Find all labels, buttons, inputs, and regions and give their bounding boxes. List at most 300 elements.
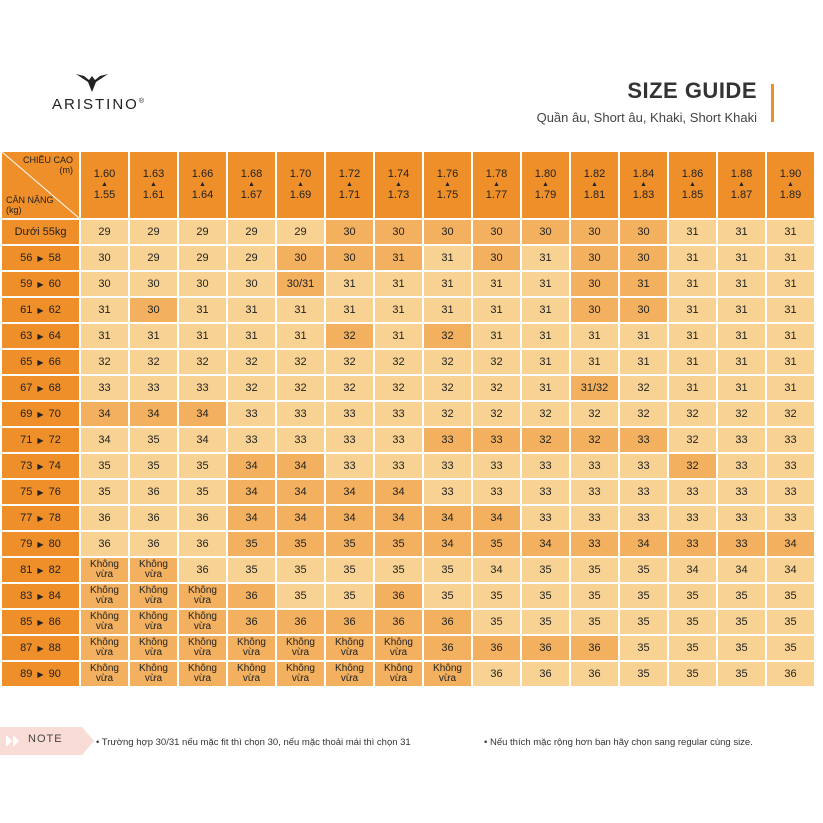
table-row bbox=[2, 610, 814, 634]
size-cell: 32 bbox=[669, 402, 716, 426]
size-cell: 31 bbox=[620, 272, 667, 296]
up-triangle-icon: ▲ bbox=[787, 181, 794, 188]
size-cell: 29 bbox=[277, 220, 324, 244]
height-unit: (m) bbox=[59, 165, 73, 175]
size-cell: 34 bbox=[424, 506, 471, 530]
height-column-header bbox=[277, 152, 324, 218]
weight-from: 73 bbox=[20, 460, 33, 472]
size-cell: 33 bbox=[571, 480, 618, 504]
size-cell: 36 bbox=[81, 532, 128, 556]
size-cell: 33 bbox=[522, 480, 569, 504]
up-triangle-icon: ▲ bbox=[101, 181, 108, 188]
arrow-right-icon: ▶ bbox=[37, 644, 44, 653]
size-cell: 35 bbox=[669, 610, 716, 634]
weight-row-header bbox=[2, 272, 79, 296]
size-cell: 35 bbox=[620, 610, 667, 634]
size-cell: 31 bbox=[718, 220, 765, 244]
arrow-right-icon: ▶ bbox=[37, 332, 44, 341]
size-cell: 31/32 bbox=[571, 376, 618, 400]
size-cell: 31 bbox=[718, 298, 765, 322]
size-cell: 32 bbox=[424, 324, 471, 348]
weight-to: 82 bbox=[48, 564, 61, 576]
size-table bbox=[0, 150, 816, 688]
size-cell: 31 bbox=[522, 298, 569, 322]
size-cell: 34 bbox=[669, 558, 716, 582]
size-cell: 33 bbox=[669, 480, 716, 504]
size-cell: Không vừa bbox=[228, 662, 275, 686]
size-cell: 36 bbox=[130, 480, 177, 504]
weight-header bbox=[6, 195, 54, 215]
height-min: 1.81 bbox=[583, 189, 606, 201]
size-cell: 35 bbox=[767, 636, 814, 660]
height-min: 1.61 bbox=[142, 189, 165, 201]
size-cell: 36 bbox=[375, 610, 422, 634]
height-min: 1.89 bbox=[779, 189, 802, 201]
size-cell: 32 bbox=[473, 402, 520, 426]
weight-to: 60 bbox=[48, 278, 61, 290]
size-cell: 32 bbox=[326, 376, 373, 400]
size-cell: Không vừa bbox=[81, 636, 128, 660]
weight-label: CÂN NẶNG bbox=[6, 195, 54, 205]
size-cell: 33 bbox=[375, 402, 422, 426]
size-cell: 30 bbox=[277, 246, 324, 270]
size-cell: 31 bbox=[522, 324, 569, 348]
size-cell: 33 bbox=[81, 376, 128, 400]
size-cell: 35 bbox=[718, 662, 765, 686]
size-cell: 33 bbox=[669, 532, 716, 556]
size-cell: 31 bbox=[81, 324, 128, 348]
size-cell: 35 bbox=[620, 662, 667, 686]
size-cell: Không vừa bbox=[130, 610, 177, 634]
arrow-right-icon: ▶ bbox=[37, 280, 44, 289]
size-cell: 35 bbox=[424, 558, 471, 582]
weight-row-header bbox=[2, 428, 79, 452]
size-cell: 32 bbox=[326, 324, 373, 348]
size-cell: 35 bbox=[620, 558, 667, 582]
size-cell: 30 bbox=[179, 272, 226, 296]
weight-row-header bbox=[2, 610, 79, 634]
size-cell: 34 bbox=[424, 532, 471, 556]
size-cell: 35 bbox=[669, 636, 716, 660]
height-column-header bbox=[228, 152, 275, 218]
size-cell: 31 bbox=[424, 298, 471, 322]
note-item-2: • Nếu thích mặc rộng hơn bạn hãy chọn sang regular cùng size. bbox=[484, 737, 753, 748]
size-cell: 34 bbox=[81, 428, 128, 452]
weight-row-header bbox=[2, 454, 79, 478]
size-cell: 30 bbox=[620, 220, 667, 244]
size-cell: 34 bbox=[277, 480, 324, 504]
height-min: 1.75 bbox=[436, 189, 459, 201]
height-min: 1.83 bbox=[632, 189, 655, 201]
size-cell: 35 bbox=[473, 532, 520, 556]
size-cell: 31 bbox=[473, 324, 520, 348]
size-cell: 34 bbox=[473, 558, 520, 582]
size-cell: 35 bbox=[81, 454, 128, 478]
arrow-right-icon: ▶ bbox=[37, 358, 44, 367]
arrow-right-icon: ▶ bbox=[37, 384, 44, 393]
size-cell: 35 bbox=[669, 662, 716, 686]
size-cell: 31 bbox=[620, 350, 667, 374]
size-cell: 30 bbox=[522, 220, 569, 244]
size-cell: 32 bbox=[375, 376, 422, 400]
size-cell: 31 bbox=[375, 246, 422, 270]
table-row bbox=[2, 662, 814, 686]
height-min: 1.69 bbox=[289, 189, 312, 201]
size-cell: 36 bbox=[228, 584, 275, 608]
arrow-right-icon: ▶ bbox=[37, 592, 44, 601]
table-row bbox=[2, 454, 814, 478]
size-cell: 32 bbox=[228, 376, 275, 400]
size-cell: 36 bbox=[375, 584, 422, 608]
table-row bbox=[2, 636, 814, 660]
size-cell: 31 bbox=[669, 324, 716, 348]
size-cell: 29 bbox=[179, 220, 226, 244]
size-cell: 31 bbox=[473, 298, 520, 322]
brand-logo bbox=[52, 72, 147, 113]
size-cell: 31 bbox=[718, 376, 765, 400]
arrow-right-icon: ▶ bbox=[37, 670, 44, 679]
size-cell: 34 bbox=[228, 480, 275, 504]
weight-from: 85 bbox=[20, 616, 33, 628]
size-cell: 30 bbox=[375, 220, 422, 244]
height-min: 1.64 bbox=[191, 189, 214, 201]
size-cell: 31 bbox=[228, 324, 275, 348]
height-label: CHIỀU CAO bbox=[22, 155, 73, 165]
title-accent-bar bbox=[771, 84, 774, 122]
size-cell: 33 bbox=[522, 506, 569, 530]
size-cell: 30 bbox=[571, 220, 618, 244]
size-cell: Không vừa bbox=[179, 584, 226, 608]
size-cell: 36 bbox=[571, 662, 618, 686]
size-cell: 33 bbox=[326, 402, 373, 426]
size-cell: 34 bbox=[522, 532, 569, 556]
weight-from: 69 bbox=[20, 408, 33, 420]
size-cell: 33 bbox=[620, 480, 667, 504]
weight-row-header bbox=[2, 376, 79, 400]
size-cell: 33 bbox=[522, 454, 569, 478]
size-cell: 34 bbox=[767, 532, 814, 556]
size-cell: 31 bbox=[767, 220, 814, 244]
height-max: 1.86 bbox=[681, 168, 704, 180]
up-triangle-icon: ▲ bbox=[738, 181, 745, 188]
size-cell: 35 bbox=[277, 584, 324, 608]
size-cell: 33 bbox=[718, 532, 765, 556]
height-max: 1.80 bbox=[534, 168, 557, 180]
size-cell: 33 bbox=[473, 428, 520, 452]
height-min: 1.79 bbox=[534, 189, 557, 201]
size-cell: 31 bbox=[375, 324, 422, 348]
up-triangle-icon: ▲ bbox=[591, 181, 598, 188]
weight-to: 90 bbox=[48, 668, 61, 680]
weight-row-header bbox=[2, 532, 79, 556]
size-cell: 32 bbox=[669, 454, 716, 478]
size-cell: 32 bbox=[571, 428, 618, 452]
weight-to: 80 bbox=[48, 538, 61, 550]
size-cell: 36 bbox=[473, 662, 520, 686]
size-cell: 35 bbox=[228, 558, 275, 582]
height-min: 1.55 bbox=[93, 189, 116, 201]
size-cell: 33 bbox=[571, 532, 618, 556]
weight-row-header bbox=[2, 558, 79, 582]
up-triangle-icon: ▲ bbox=[150, 181, 157, 188]
size-cell: 35 bbox=[522, 610, 569, 634]
size-cell: Không vừa bbox=[375, 636, 422, 660]
size-cell: 34 bbox=[81, 402, 128, 426]
size-cell: Không vừa bbox=[277, 662, 324, 686]
size-cell: 34 bbox=[375, 506, 422, 530]
size-cell: Không vừa bbox=[326, 636, 373, 660]
size-cell: Không vừa bbox=[130, 662, 177, 686]
size-cell: 31 bbox=[522, 376, 569, 400]
size-cell: 36 bbox=[130, 532, 177, 556]
height-min: 1.85 bbox=[681, 189, 704, 201]
size-cell: 33 bbox=[473, 480, 520, 504]
weight-to: 70 bbox=[48, 408, 61, 420]
size-cell: 35 bbox=[179, 454, 226, 478]
height-max: 1.60 bbox=[93, 168, 116, 180]
weight-row-header bbox=[2, 584, 79, 608]
size-cell: 31 bbox=[718, 246, 765, 270]
up-triangle-icon: ▲ bbox=[493, 181, 500, 188]
size-cell: 31 bbox=[473, 272, 520, 296]
size-cell: 33 bbox=[767, 428, 814, 452]
size-cell: 35 bbox=[669, 584, 716, 608]
size-cell: 31 bbox=[718, 350, 765, 374]
size-cell: 33 bbox=[767, 454, 814, 478]
size-cell: 34 bbox=[718, 558, 765, 582]
arrow-right-icon: ▶ bbox=[37, 462, 44, 471]
size-cell: Không vừa bbox=[375, 662, 422, 686]
size-cell: 33 bbox=[620, 454, 667, 478]
size-cell: 31 bbox=[277, 324, 324, 348]
weight-from: 79 bbox=[20, 538, 33, 550]
size-cell: Không vừa bbox=[81, 584, 128, 608]
up-triangle-icon: ▲ bbox=[199, 181, 206, 188]
arrow-right-icon: ▶ bbox=[37, 436, 44, 445]
weight-from: 75 bbox=[20, 486, 33, 498]
size-cell: 35 bbox=[228, 532, 275, 556]
up-triangle-icon: ▲ bbox=[444, 181, 451, 188]
size-cell: Không vừa bbox=[81, 610, 128, 634]
weight-row-header bbox=[2, 350, 79, 374]
size-cell: 34 bbox=[130, 402, 177, 426]
weight-to: 68 bbox=[48, 382, 61, 394]
size-cell: Không vừa bbox=[228, 636, 275, 660]
arrow-right-icon: ▶ bbox=[37, 618, 44, 627]
size-cell: 30 bbox=[130, 272, 177, 296]
size-cell: 33 bbox=[767, 480, 814, 504]
weight-to: 58 bbox=[48, 252, 61, 264]
size-cell: 31 bbox=[767, 272, 814, 296]
arrow-right-icon: ▶ bbox=[37, 410, 44, 419]
size-cell: 33 bbox=[620, 428, 667, 452]
size-cell: 31 bbox=[718, 272, 765, 296]
size-cell: 29 bbox=[228, 220, 275, 244]
size-cell: 30 bbox=[571, 246, 618, 270]
size-cell: 34 bbox=[179, 402, 226, 426]
height-max: 1.78 bbox=[485, 168, 508, 180]
size-cell: 31 bbox=[767, 246, 814, 270]
arrow-right-icon: ▶ bbox=[37, 306, 44, 315]
table-corner bbox=[2, 152, 79, 218]
weight-from: 59 bbox=[20, 278, 33, 290]
size-cell: 35 bbox=[571, 584, 618, 608]
size-cell: 35 bbox=[473, 610, 520, 634]
table-row bbox=[2, 376, 814, 400]
size-cell: 29 bbox=[130, 220, 177, 244]
size-cell: 31 bbox=[375, 272, 422, 296]
weight-row-header bbox=[2, 324, 79, 348]
height-column-header bbox=[620, 152, 667, 218]
header bbox=[537, 78, 757, 125]
height-column-header bbox=[473, 152, 520, 218]
size-cell: 32 bbox=[424, 376, 471, 400]
size-cell: 33 bbox=[620, 506, 667, 530]
weight-from: 71 bbox=[20, 434, 33, 446]
size-cell: 36 bbox=[326, 610, 373, 634]
size-cell: Không vừa bbox=[130, 584, 177, 608]
height-max: 1.82 bbox=[583, 168, 606, 180]
size-cell: 30 bbox=[473, 220, 520, 244]
size-cell: 34 bbox=[326, 480, 373, 504]
weight-row-header bbox=[2, 506, 79, 530]
arrow-right-icon: ▶ bbox=[37, 566, 44, 575]
size-cell: 31 bbox=[669, 246, 716, 270]
eagle-logo-icon bbox=[74, 72, 110, 94]
size-cell: 33 bbox=[424, 454, 471, 478]
height-min: 1.87 bbox=[730, 189, 753, 201]
size-cell: 34 bbox=[277, 506, 324, 530]
size-cell: 33 bbox=[571, 506, 618, 530]
size-cell: 34 bbox=[179, 428, 226, 452]
size-cell: 31 bbox=[767, 298, 814, 322]
size-cell: 32 bbox=[767, 402, 814, 426]
size-cell: 31 bbox=[718, 324, 765, 348]
header-row bbox=[2, 152, 814, 218]
height-max: 1.90 bbox=[779, 168, 802, 180]
size-cell: 35 bbox=[326, 532, 373, 556]
size-cell: 31 bbox=[767, 350, 814, 374]
size-cell: 33 bbox=[326, 454, 373, 478]
size-cell: 32 bbox=[669, 428, 716, 452]
brand-name: ARISTINO® bbox=[52, 96, 147, 113]
weight-row-header bbox=[2, 662, 79, 686]
height-min: 1.77 bbox=[485, 189, 508, 201]
height-max: 1.70 bbox=[289, 168, 312, 180]
size-cell: 32 bbox=[473, 350, 520, 374]
size-cell: 35 bbox=[571, 558, 618, 582]
size-cell: 31 bbox=[669, 272, 716, 296]
height-column-header bbox=[179, 152, 226, 218]
size-cell: 36 bbox=[424, 610, 471, 634]
size-cell: 35 bbox=[718, 636, 765, 660]
height-max: 1.74 bbox=[387, 168, 410, 180]
size-cell: 33 bbox=[326, 428, 373, 452]
weight-to: 84 bbox=[48, 590, 61, 602]
size-cell: 35 bbox=[620, 636, 667, 660]
size-cell: 30 bbox=[424, 220, 471, 244]
height-max: 1.76 bbox=[436, 168, 459, 180]
weight-to: 78 bbox=[48, 512, 61, 524]
size-cell: 30 bbox=[81, 246, 128, 270]
table-row bbox=[2, 584, 814, 608]
size-cell: 33 bbox=[424, 428, 471, 452]
size-cell: 33 bbox=[277, 402, 324, 426]
size-cell: 33 bbox=[228, 402, 275, 426]
size-cell: 29 bbox=[179, 246, 226, 270]
up-triangle-icon: ▲ bbox=[248, 181, 255, 188]
height-column-header bbox=[669, 152, 716, 218]
size-cell: 33 bbox=[277, 428, 324, 452]
size-cell: 33 bbox=[767, 506, 814, 530]
size-cell: 34 bbox=[620, 532, 667, 556]
height-max: 1.88 bbox=[730, 168, 753, 180]
size-cell: 31 bbox=[326, 298, 373, 322]
weight-to: 76 bbox=[48, 486, 61, 498]
weight-from: 63 bbox=[20, 330, 33, 342]
weight-range: Dưới 55kg bbox=[14, 226, 67, 238]
weight-to: 86 bbox=[48, 616, 61, 628]
size-cell: 32 bbox=[620, 402, 667, 426]
size-cell: 30 bbox=[620, 246, 667, 270]
note-label: NOTE bbox=[28, 733, 63, 745]
table-row bbox=[2, 532, 814, 556]
size-cell: 35 bbox=[326, 558, 373, 582]
size-cell: 31 bbox=[81, 298, 128, 322]
size-cell: 30 bbox=[473, 246, 520, 270]
weight-row-header bbox=[2, 636, 79, 660]
size-cell: 33 bbox=[718, 454, 765, 478]
table-row bbox=[2, 324, 814, 348]
size-cell: 32 bbox=[522, 428, 569, 452]
size-cell: 36 bbox=[179, 532, 226, 556]
size-cell: 33 bbox=[473, 454, 520, 478]
size-cell: 33 bbox=[130, 376, 177, 400]
height-max: 1.72 bbox=[338, 168, 361, 180]
size-cell: 32 bbox=[277, 350, 324, 374]
table-row bbox=[2, 428, 814, 452]
weight-row-header bbox=[2, 298, 79, 322]
size-cell: 35 bbox=[767, 584, 814, 608]
weight-to: 66 bbox=[48, 356, 61, 368]
size-cell: 32 bbox=[277, 376, 324, 400]
size-cell: 35 bbox=[130, 428, 177, 452]
size-cell: 31 bbox=[522, 246, 569, 270]
weight-from: 61 bbox=[20, 304, 33, 316]
height-column-header bbox=[718, 152, 765, 218]
size-cell: Không vừa bbox=[179, 662, 226, 686]
weight-from: 87 bbox=[20, 642, 33, 654]
weight-from: 77 bbox=[20, 512, 33, 524]
table-row bbox=[2, 506, 814, 530]
size-cell: 31 bbox=[375, 298, 422, 322]
height-column-header bbox=[522, 152, 569, 218]
height-min: 1.73 bbox=[387, 189, 410, 201]
weight-row-header bbox=[2, 480, 79, 504]
size-cell: 31 bbox=[669, 376, 716, 400]
size-cell: 35 bbox=[718, 610, 765, 634]
size-cell: 32 bbox=[228, 350, 275, 374]
size-cell: 34 bbox=[277, 454, 324, 478]
size-cell: 30 bbox=[571, 298, 618, 322]
size-cell: 32 bbox=[473, 376, 520, 400]
size-cell: 36 bbox=[179, 506, 226, 530]
table-row bbox=[2, 272, 814, 296]
size-cell: 33 bbox=[718, 480, 765, 504]
size-cell: 33 bbox=[424, 480, 471, 504]
size-cell: 31 bbox=[669, 350, 716, 374]
size-cell: 35 bbox=[277, 532, 324, 556]
